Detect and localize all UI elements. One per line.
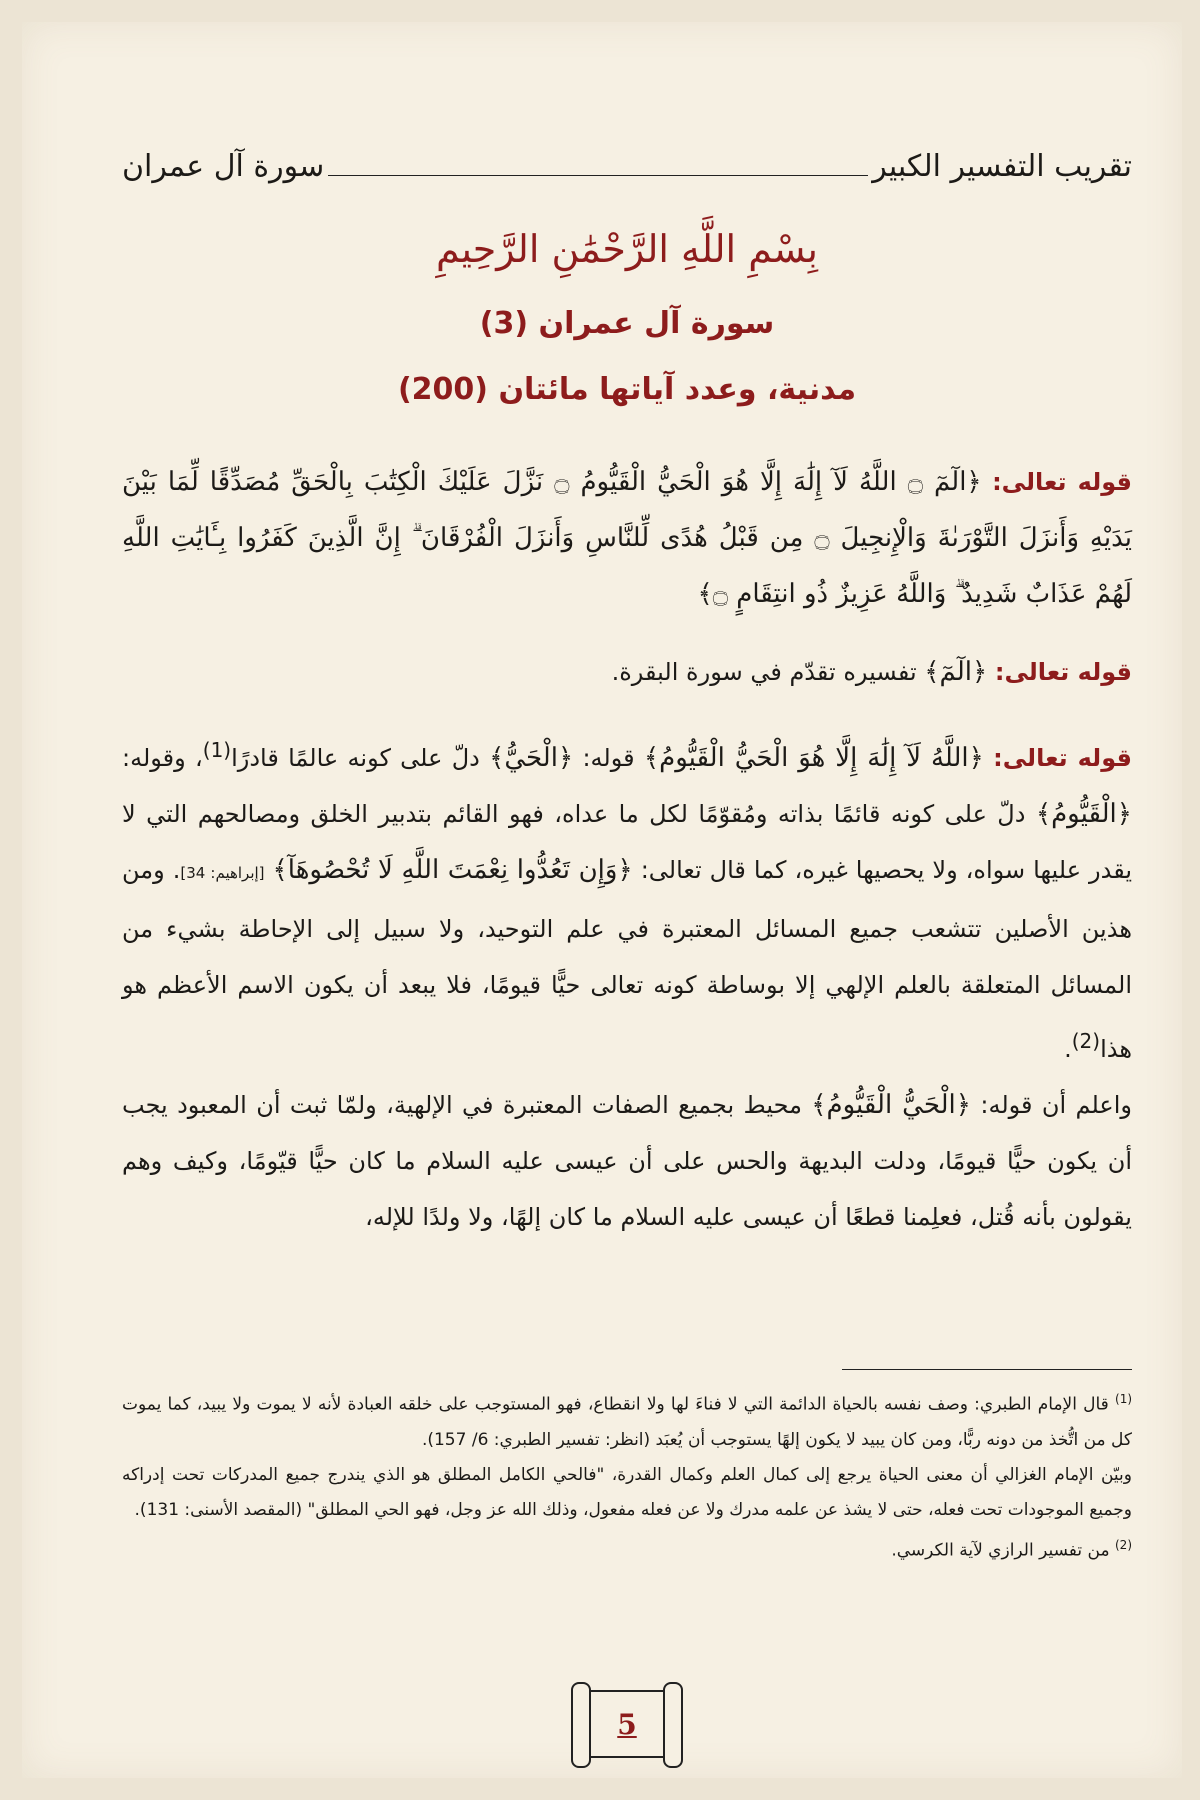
paragraph-alif-lam-mim	[122, 644, 1132, 700]
verse-reference: [إبراهيم: 34]	[180, 864, 265, 882]
surah-title: سورة آل عمران (3)	[479, 306, 775, 341]
header-surah-name: سورة آل عمران	[122, 149, 325, 184]
paragraph-text: .	[1064, 1035, 1072, 1063]
paragraph-verses	[122, 454, 1132, 622]
running-header	[122, 140, 1132, 184]
book-page	[22, 22, 1182, 1778]
footnote-mark: (2)	[1114, 1537, 1132, 1552]
footnote-text: وبيّن الإمام الغزالي أن معنى الحياة يرجع إلى كمال العلم وكمال القدرة، "فالحي الكامل المطلق هو الذي يندرج جميع المدركات تحت إدراكه وجميع الموجودات تحت فعله، حتى لا يشذ عن علمه مدرك ولا عن فعله مفعول، وذلك الله عز وجل، فهو الحي المطلق" (المقصد الأسنى: 131).	[122, 1464, 1132, 1520]
paragraph-lead: قوله تعالى:	[994, 658, 1132, 686]
paragraph-text: واعلم أن قوله:	[980, 1091, 1132, 1119]
quran-verse: ﴿الْحَيُّ الْقَيُّومُ﴾	[811, 1090, 972, 1120]
paragraph-text: . ومن هذين الأصلين تتشعب جميع المسائل المعتبرة في علم التوحيد، ولا سبيل إلى الإحاطة بشيء من المسائل المتعلقة بالعلم الإلهي إلا بوساطة كونه تعالى حيًّا قيومًا، فلا يبعد أن يكون الاسم الأعظم هو هذا	[122, 856, 1132, 1063]
quran-verse: ﴿وَإِن تَعُدُّوا نِعْمَتَ اللَّهِ لَا تُحْصُوهَآ﴾	[272, 855, 633, 885]
footnote-ref[interactable]: (2)	[1071, 1029, 1101, 1053]
paragraph-hayy-qayyum	[122, 722, 1132, 1077]
paragraph-text: دلّ على كونه قائمًا بذاته ومُقوّمًا لكل ما عداه، فهو القائم بتدبير الخلق ومصالحهم التي لا يقدر عليها سواه، ولا يحصيها غيره، كما قال تعالى:	[122, 800, 1133, 884]
quran-verse: ﴿الْقَيُّومُ﴾	[1035, 799, 1132, 829]
quran-verse: ﴿اللَّهُ لَآ إِلَٰهَ إِلَّا هُوَ الْحَيُّ الْقَيُّومُ﴾	[643, 743, 984, 773]
footnote-mark: (1)	[1115, 1392, 1133, 1406]
book-title: تقريب التفسير الكبير	[872, 149, 1132, 184]
quran-verse: ﴿الٓمٓ﴾	[924, 657, 988, 687]
paragraph-isa	[122, 1077, 1132, 1245]
header-rule	[328, 175, 868, 176]
footnote-1	[122, 1382, 1132, 1458]
paragraph-text: دلّ على كونه عالمًا قادرًا	[231, 744, 480, 772]
footnotes	[122, 1382, 1132, 1568]
paragraph-lead: قوله تعالى:	[993, 744, 1132, 772]
footnote-separator	[842, 1369, 1132, 1370]
paragraph-lead: قوله تعالى:	[992, 468, 1132, 496]
scroll-frame-icon	[579, 1690, 675, 1758]
page-number: 5	[617, 1707, 637, 1741]
footnote-text: قال الإمام الطبري: وصف نفسه بالحياة الدائمة التي لا فناءَ لها ولا انقطاع، فهو المستوجب على خلقه العبادة لأنه لا يموت ولا يبيد، كما يموت كل من اتُّخذ من دونه ربًّا، ومن كان يبيد لا يكون إلهًا يستوجب أن يُعبَد (انظر: تفسير الطبري: 6/ 157).	[122, 1394, 1132, 1450]
surah-info: مدنية، وعدد آياتها مائتان (200)	[397, 372, 857, 407]
paragraph-text: ، وقوله:	[122, 744, 203, 772]
footnote-1-continued	[122, 1458, 1132, 1528]
footnote-2	[122, 1528, 1132, 1569]
quran-verse: ﴿الْحَيُّ﴾	[489, 743, 574, 773]
footnote-ref[interactable]: (1)	[202, 738, 232, 762]
page-number-ornament	[122, 1690, 1132, 1758]
footnote-text: من تفسير الرازي لآية الكرسي.	[891, 1540, 1110, 1561]
basmala: بِسْمِ اللَّهِ الرَّحْمَٰنِ الرَّحِيمِ	[436, 227, 818, 271]
paragraph-text: محيط بجميع الصفات المعتبرة في الإلهية، ولمّا ثبت أن المعبود يجب أن يكون حيًّا قيومًا، ودلت البديهة والحس على أن عيسى عليه السلام ما كان حيًّا قيّومًا، وكيف وهم يقولون بأنه قُتل، فعلِمنا قطعًا أن عيسى عليه السلام ما كان إلهًا، ولا ولدًا للإله،	[122, 1091, 1132, 1231]
paragraph-text: تفسيره تقدّم في سورة البقرة.	[611, 658, 917, 686]
paragraph-text: قوله:	[582, 744, 635, 772]
main-text	[122, 454, 1132, 1245]
quran-verse: ﴿الٓمٓ ۝ اللَّهُ لَآ إِلَٰهَ إِلَّا هُوَ الْحَيُّ الْقَيُّومُ ۝ نَزَّلَ عَلَيْكَ الْكِتَٰبَ بِالْحَقِّ مُصَدِّقًا لِّمَا بَيْنَ يَدَيْهِ وَأَنزَلَ التَّوْرَىٰةَ وَالْإِنجِيلَ ۝ مِن قَبْلُ هُدًى لِّلنَّاسِ وَأَنزَلَ الْفُرْقَانَ ۗ إِنَّ الَّذِينَ كَفَرُوا بِـَٔايَٰتِ اللَّهِ لَهُمْ عَذَابٌ شَدِيدٌ ۗ وَاللَّهُ عَزِيزٌ ذُو انتِقَامٍ ۝﴾	[122, 467, 1132, 609]
